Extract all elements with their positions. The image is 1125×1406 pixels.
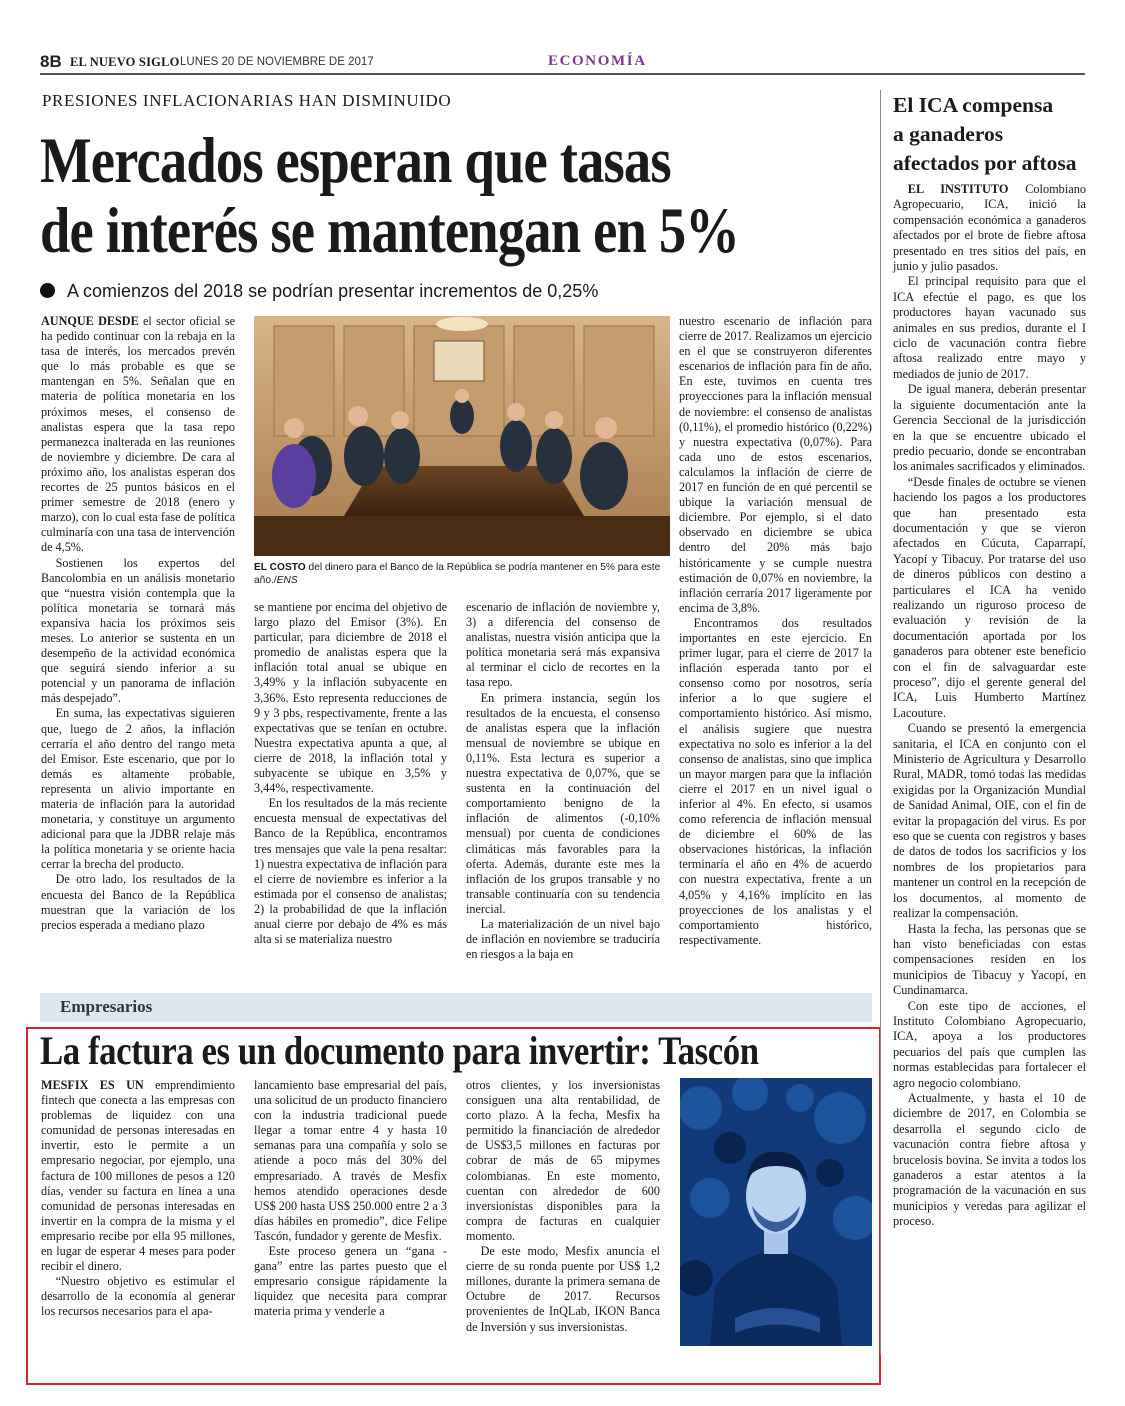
article-headline [40, 126, 880, 266]
caption-credit: ENS [276, 575, 298, 586]
paragraph: La materialización de un nivel bajo de inflación en noviembre se traduciría en riesgos a la baja en [466, 916, 660, 962]
portrait-photo [680, 1078, 872, 1346]
article-column-4 [679, 314, 872, 948]
paragraph: escenario de inflación de noviembre y, 3) a diferencia del consenso de analistas, nuestra visión anticipa que la política monetaria será más expansiva al terminar el ciclo de recortes en la tasa repo. [466, 600, 660, 690]
meeting-photo-image [254, 316, 670, 556]
newspaper-name: EL NUEVO SIGLO [70, 55, 180, 69]
issue-date: LUNES 20 DE NOVIEMBRE DE 2017 [180, 56, 374, 68]
lead-in: AUNQUE DESDE [41, 314, 139, 328]
section-band [40, 993, 872, 1022]
sidebar-headline-line-3: afectados por aftosa [893, 151, 1077, 175]
meeting-photo [254, 316, 670, 556]
section-name: ECONOMÍA [548, 53, 647, 69]
paragraph: En primera instancia, según los resultados de la encuesta, el consenso de analistas espera que la inflación mensual de noviembre se ubique en 0,11%. Esta lectura es superior a nuestra expectativa de 0,07%, que se sustenta en la continuación del comportamiento benigno de la inflación de alimentos (-0,10% mensual) por cuenta de condiciones climáticas más favorables para la oferta. Además, durante este mes la inflación de los grupos transable y no transable continuaría con su tendencia inercial. [466, 690, 660, 916]
paragraph: Este proceso genera un “gana - gana” entre las partes puesto que el empresario consigue rápidamente la liquidez que necesita para comprar materia prima y venderle a [254, 1244, 447, 1319]
paragraph-text: el sector oficial se ha pedido continuar con la rebaja en la tasa de interés, los mercados prevén que lo más probable es que se mantengan en 5%. Señalan que en materia de política monetaria en los próximos meses, el consenso de analistas espera que la tasa repo permanezca inalterada en las reuniones de noviembre y diciembre. De cara al próximo año, los analistas esperan dos recortes de 25 puntos básicos en el primer semestre de 2018 (enero y marzo), con lo cual esta fase de política culminaría con una tasa de intervención de 4,5%. [41, 314, 235, 555]
paragraph: El principal requisito para que el ICA efectúe el pago, es que los productores hayan vacunado sus animales en sus predios, durante el I ciclo de vacunación contra fiebre aftosa realizado entre mayo y mediados de junio de 2017. [893, 274, 1086, 381]
header-rule [40, 73, 1085, 75]
article2-column-1 [41, 1078, 235, 1320]
sidebar-headline-line-1: El ICA compensa [893, 93, 1054, 117]
paragraph: Encontramos dos resultados importantes en este ejercicio. En primer lugar, para el cierre de 2017 la inflación esperada tanto por el consenso como por nosotros, sería inferior a lo que sugiere el comportamiento histórico. Así mismo, el análisis sugiere que nuestra expectativa no solo es inferior a la del consenso de analistas, sino que implica un mayor margen para que la inflación cierre el 2017 en un nivel igual o inferior al 4%. En efecto, si usamos como referencia de inflación mensual de diciembre el 60% de las observaciones históricas, la inflación terminaría el año en 4% de acuerdo con nuestra expectativa, frente a un 4,05% y 4,16% implícito en las proyecciones de los analistas y el comportamiento histórico, respectivamente. [679, 615, 872, 947]
page-header [40, 52, 870, 74]
paragraph: “Desde finales de octubre se vienen haciendo los pagos a los productores que han presentado esta documentación y que se vieron afectados en Cúcuta, Caparrapí, Yacopí y Tibacuy. Por tratarse del uso de dineros públicos con destino a particulares el ICA ha venido realizando un riguroso proceso de evaluación y revisión de la documentación aportada por los ganaderos para obtener este beneficio con el fin de salvaguardar este proceso”, dijo el gerente general del ICA, Luis Humberto Martínez Lacouture. [893, 474, 1086, 720]
lead-in: EL INSTITUTO [907, 182, 1009, 196]
sidebar-headline [893, 91, 1088, 178]
article-column-1 [41, 314, 235, 933]
paragraph: lancamiento base empresarial del país, una solicitud de un producto financiero con la industria tradicional puede llegar a tomar entre 4 y hasta 10 semanas para una compañía y solo se atiende a poco más del 30% del empresariado. A través de Mesfix hemos atendido operaciones desde US$ 200 hasta US$ 250.000 entre 2 a 3 días hábiles en promedio”, dice Felipe Tascón, fundador y gerente de Mesfix. [254, 1078, 447, 1243]
article-column-2 [254, 600, 447, 947]
photo-caption [254, 561, 670, 587]
portrait-photo-image [680, 1078, 872, 1346]
paragraph: Actualmente, y hasta el 10 de diciembre de 2017, en Colombia se desarrolla el segundo ciclo de vacunación contra fiebre aftosa y brucelosis bovina. Se invita a todos los ganaderos a estar atentos a la programación de la vacunación en sus municipios y veredas para agilizar el proceso. [893, 1090, 1086, 1229]
sidebar-divider [880, 90, 881, 1355]
article2-column-3 [466, 1078, 660, 1335]
lead-in: MESFIX ES UN [41, 1078, 144, 1092]
paragraph: Cuando se presentó la emergencia sanitaria, el ICA en conjunto con el Ministerio de Agricultura y Desarrollo Rural, MADR, tomó todas las medidas exigidas por la Organización Mundial de Sanidad Animal, OIE, con el fin de evitar la propagación del virus. Es por eso que se cuenta con registros y bases de datos de todos los sacrificios y los nombres de los propietarios para mantener un control en la recepción de los documentos, al momento de realizar la compensación. [893, 721, 1086, 921]
headline-line-1: Mercados esperan que tasas [40, 125, 671, 197]
article2-column-2 [254, 1078, 447, 1320]
paragraph: En suma, las expectativas siguieren que, luego de 2 años, la inflación cerraría el año dentro del rango meta del Emisor. Este escenario, que por lo demás es altamente probable, representa un alivio importante en materia de inflación para la autoridad monetaria, y constituye un argumento adicional para que la JDBR relaje más la política monetaria y se oriente hacia cerrar la brecha del producto. [41, 706, 235, 872]
paragraph: se mantiene por encima del objetivo de largo plazo del Emisor (3%). En particular, para diciembre de 2018 el promedio de analistas espera que la inflación total anual se ubique en 3,49% y la inflación subyacente en 3,36%. Esto representa reducciones de 9 y 3 pbs, respectivamente, frente a las expectativas que se tenían en octubre. Nuestra expectativa apunta a que, al cierre de 2018, la inflación total y subyacente se ubique en 3,5% y 3,44%, respectivamente. [254, 600, 447, 796]
paragraph: En los resultados de la más reciente encuesta mensual de expectativas del Banco de la República, encontramos tres mensajes que vale la pena resaltar: 1) nuestra expectativa de inflación para el cierre de noviembre es inferior a la estimada por el consenso de analistas; 2) la probabilidad de que la inflación anual cierre por debajo de 4% es más alta si se materializa nuestro [254, 796, 447, 947]
paragraph [41, 314, 235, 556]
sidebar-body [893, 182, 1086, 1230]
paragraph: otros clientes, y los inversionistas consiguen una alta rentabilidad, de corto plazo. A la fecha, Mesfix ha permitido la financiación de alrededor de US$3,5 millones en facturas por cobrar de más de 65 mipymes colombianas. En este momento, cuentan con alrededor de 600 inversionistas disponibles para la compra de facturas en cualquier momento. [466, 1078, 660, 1243]
sidebar-headline-line-2: a ganaderos [893, 122, 1004, 146]
paragraph: De este modo, Mesfix anuncia el cierre de su ronda puente por US$ 1,2 millones, durante la primera semana de Octubre de 2017. Recursos provenientes de InQLab, IKON Banca de Inversión y sus inversionistas. [466, 1244, 660, 1334]
paragraph: Sostienen los expertos del Bancolombia en un análisis monetario que “nuestra visión contempla que la política monetaria se tornará más expansiva hacia los próximos seis meses. Lo anterior se sustenta en un desempeño de la actividad económica que seguirá siendo inferior a su potencial y un panorama de inflación más despejado”. [41, 555, 235, 706]
paragraph-text: emprendimiento fintech que conecta a las empresas con problemas de liquidez con una comunidad de personas interesadas en invertir, esto le permite a un empresario negociar, por ejemplo, una factura de 100 millones de pesos a 120 días, vender su factura en línea a una comunidad de personas interesadas en invertir en la compra de la misma y el empresario recibe por ella 95 millones, en lugar de esperar 4 meses para poder recibir el dinero. [41, 1078, 235, 1274]
article-subhead [40, 281, 598, 302]
paragraph [41, 1078, 235, 1274]
article2-headline: La factura es un documento para invertir: Tascón [40, 1028, 759, 1073]
paragraph: “Nuestro objetivo es estimular el desarrollo de la economía al generar los recursos necesarios para el apa- [41, 1274, 235, 1319]
section-band-label: Empresarios [60, 997, 153, 1016]
paragraph: Con este tipo de acciones, el Instituto Colombiano Agropecuario, ICA, apoya a los productores pecuarios del país que cumplen las normas establecidas para fortalecer el agro negocio colombiano. [893, 998, 1086, 1090]
paragraph [893, 182, 1086, 274]
headline-line-2: de interés se mantengan en 5% [40, 195, 740, 267]
caption-text: del dinero para el Banco de la República se podría mantener en 5% para este año./ [254, 562, 661, 586]
paragraph: Hasta la fecha, las personas que se han visto beneficiadas con estas compensaciones residen en los municipios de Tibacuy y Yacopí, en Cundinamarca. [893, 921, 1086, 998]
paragraph: nuestro escenario de inflación para cierre de 2017. Realizamos un ejercicio en el que se construyeron diferentes escenarios de inflación para fin de año. En este, tuvimos en cuenta tres proyecciones para la inflación mensual de noviembre: el consenso de analistas (0,11%), el promedio histórico (0,22%) y nuestra expectativa (0,07%). Para cada uno de estos escenarios, calculamos la inflación de cierre de 2017 en función de en qué percentil se ubique la variación mensual de diciembre. Por ejemplo, si el dato observado en diciembre se ubica dentro del 20% más bajo históricamente y se cumple nuestra estimación de 0,07% en noviembre, la inflación cerraría 2017 ligeramente por encima de 3,8%. [679, 314, 872, 615]
article-kicker: PRESIONES INFLACIONARIAS HAN DISMINUIDO [42, 91, 452, 110]
subhead-text: A comienzos del 2018 se podrían presentar incrementos de 0,25% [67, 281, 599, 301]
paragraph-text: Colombiano Agropecuario, ICA, inició la compensación económica a ganaderos afectados por el brote de fiebre aftosa presentado en tres sitios del país, en junio y julio pasados. [893, 182, 1086, 274]
paragraph: De otro lado, los resultados de la encuesta del Banco de la República muestran que la variación de los precios esperada a mediano plazo [41, 872, 235, 932]
bullet-icon [40, 283, 55, 298]
paragraph: De igual manera, deberán presentar la siguiente documentación ante la Gerencia Seccional de la jurisdicción en la que se encuentre ubicado el predio pecuario, donde se encontraban los animales sacrificados y eliminados. [893, 382, 1086, 474]
page-number: 8B [40, 52, 62, 71]
article-column-3 [466, 600, 660, 962]
caption-lead: EL COSTO [254, 562, 306, 573]
